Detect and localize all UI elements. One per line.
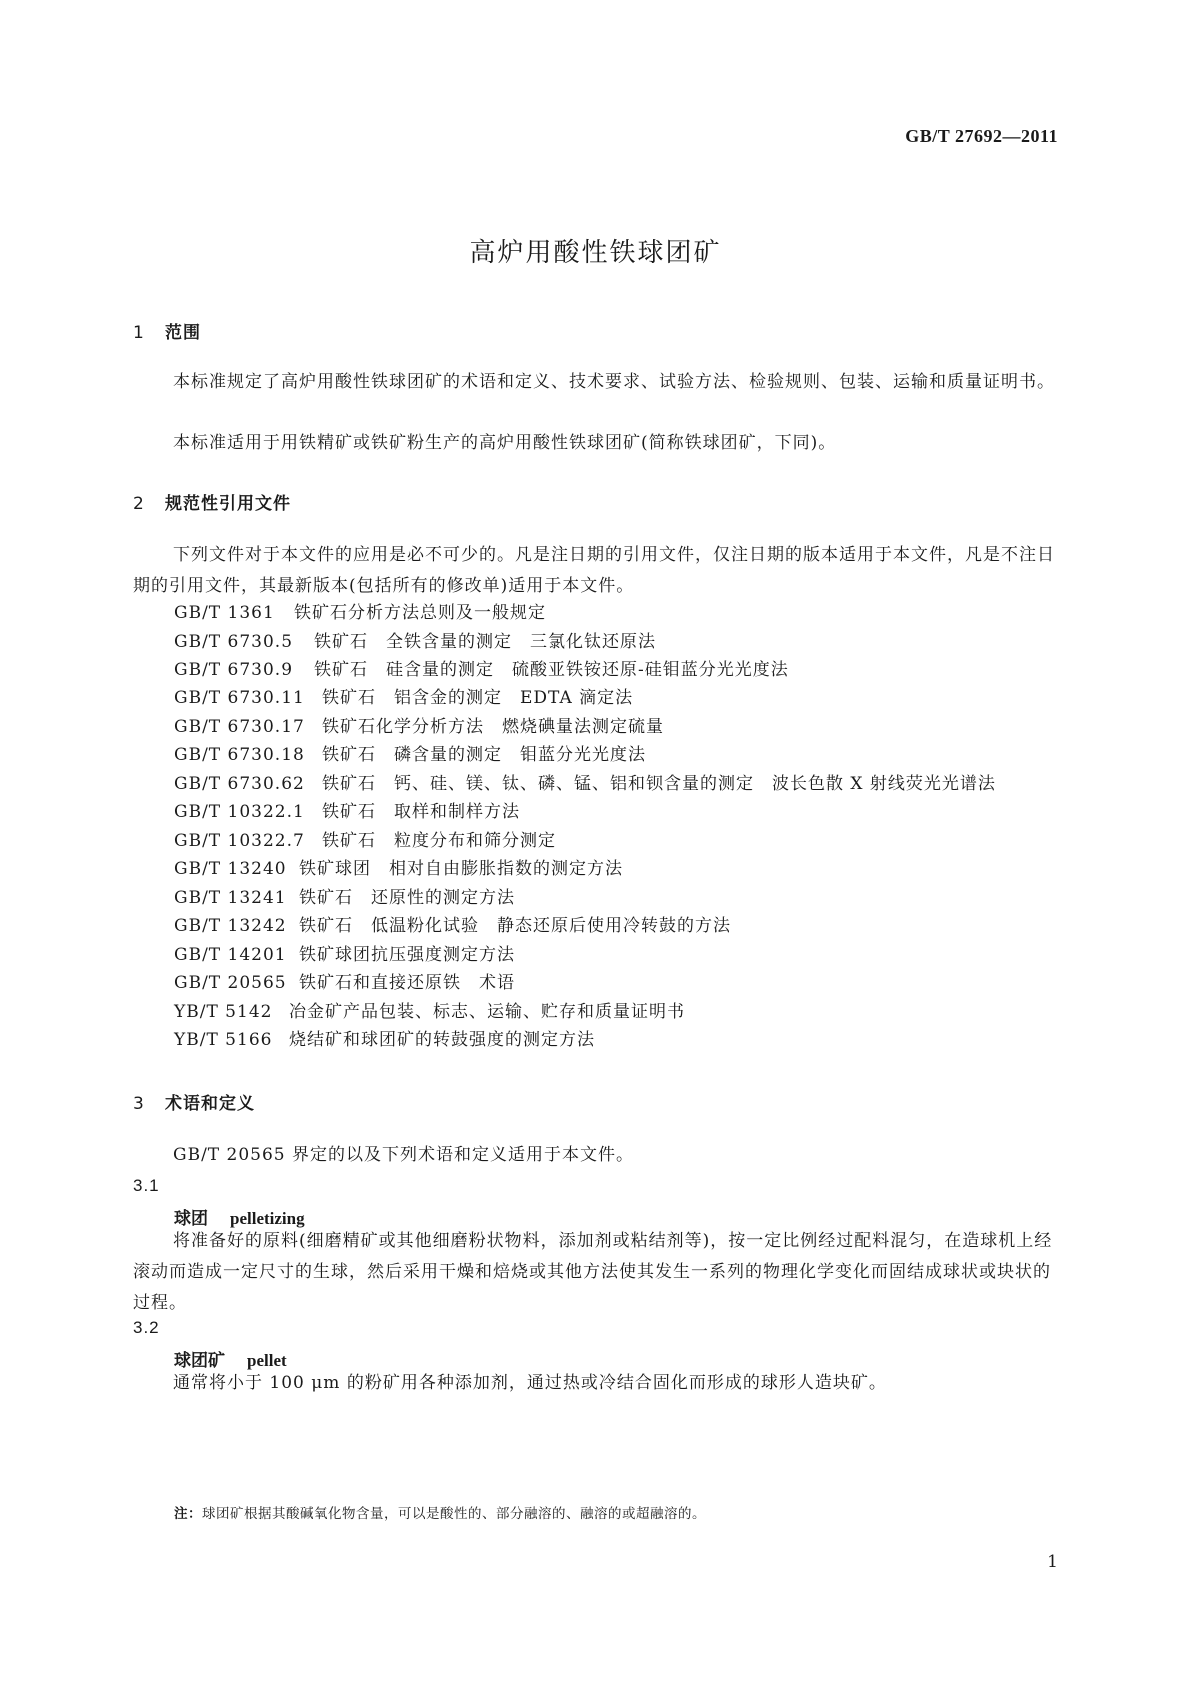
reference-item xyxy=(174,602,546,624)
clause-3-1-number: 3.1 xyxy=(133,1176,160,1195)
reference-title: 铁矿石 xyxy=(322,688,376,708)
section-1-heading xyxy=(133,318,201,343)
reference-item xyxy=(174,1001,685,1023)
reference-title: 铁矿石 xyxy=(314,632,368,652)
reference-item xyxy=(174,830,556,852)
reference-item xyxy=(174,659,789,681)
reference-item xyxy=(174,972,515,994)
term-cn: 球团矿 xyxy=(174,1351,225,1371)
note-label: 注： xyxy=(174,1506,202,1522)
reference-subtitle: 取样和制样方法 xyxy=(394,802,520,822)
scope-paragraph-2: 本标准适用于用铁精矿或铁矿粉生产的高炉用酸性铁球团矿(简称铁球团矿，下同)。 xyxy=(173,433,837,453)
reference-item xyxy=(174,773,996,795)
reference-code: GB/T 10322.1 xyxy=(174,802,305,822)
reference-code: GB/T 13240 xyxy=(174,859,287,879)
definition-pellet: 通常将小于 100 μm 的粉矿用各种添加剂，通过热或冷结合固化而形成的球形人造块矿。 xyxy=(173,1373,887,1393)
reference-title: 铁矿石和直接还原铁 xyxy=(299,973,461,993)
scope-paragraph-1: 本标准规定了高炉用酸性铁球团矿的术语和定义、技术要求、试验方法、检验规则、包装、运输和质量证明书。 xyxy=(173,372,1055,392)
reference-item xyxy=(174,858,623,880)
reference-title: 铁矿石 xyxy=(322,802,376,822)
term-en: pellet xyxy=(247,1351,287,1370)
reference-title: 铁矿石分析方法总则及一般规定 xyxy=(294,603,546,623)
reference-subtitle: 铝含金的测定 xyxy=(394,688,502,708)
section-title: 规范性引用文件 xyxy=(165,494,291,514)
reference-code: GB/T 6730.18 xyxy=(174,745,305,765)
document-title: 高炉用酸性铁球团矿 xyxy=(469,238,722,268)
reference-subtitle: 硅含量的测定 xyxy=(386,660,494,680)
reference-title: 铁矿石 xyxy=(299,916,353,936)
reference-title: 铁矿球团 xyxy=(299,859,371,879)
document-code: GB/T 27692—2011 xyxy=(905,126,1058,146)
reference-item xyxy=(174,687,633,709)
note-text: 球团矿根据其酸碱氧化物含量，可以是酸性的、部分融溶的、融溶的或超融溶的。 xyxy=(202,1506,706,1522)
reference-method: 波长色散 X 射线荧光光谱法 xyxy=(772,774,996,794)
reference-code: GB/T 20565 xyxy=(174,973,287,993)
clause-3-2-number: 3.2 xyxy=(133,1318,160,1337)
reference-title: 烧结矿和球团矿的转鼓强度的测定方法 xyxy=(289,1030,595,1050)
reference-title: 冶金矿产品包装、标志、运输、贮存和质量证明书 xyxy=(289,1002,685,1022)
reference-subtitle: 钙、硅、镁、钛、磷、锰、铝和钡含量的测定 xyxy=(394,774,754,794)
section-number: 2 xyxy=(133,494,145,514)
reference-code: GB/T 6730.5 xyxy=(174,632,294,652)
reference-code: GB/T 6730.9 xyxy=(174,660,294,680)
reference-method: 硫酸亚铁铵还原-硅钼蓝分光光度法 xyxy=(512,660,789,680)
reference-subtitle: 还原性的测定方法 xyxy=(371,888,515,908)
reference-title: 铁矿石 xyxy=(322,774,376,794)
reference-subtitle: 燃烧碘量法测定硫量 xyxy=(502,717,664,737)
reference-item xyxy=(174,944,515,966)
section-3-heading xyxy=(133,1089,255,1114)
references-intro: 下列文件对于本文件的应用是必不可少的。凡是注日期的引用文件，仅注日期的版本适用于本文件，凡是不注日期的引用文件，其最新版本(包括所有的修改单)适用于本文件。 xyxy=(133,545,1055,596)
reference-subtitle: 低温粉化试验 xyxy=(371,916,479,936)
reference-method: EDTA 滴定法 xyxy=(520,688,634,708)
section-title: 术语和定义 xyxy=(165,1094,255,1114)
reference-code: GB/T 6730.17 xyxy=(174,717,305,737)
reference-method: 钼蓝分光光度法 xyxy=(520,745,646,765)
reference-code: GB/T 6730.11 xyxy=(174,688,305,708)
reference-title: 铁矿球团抗压强度测定方法 xyxy=(299,945,515,965)
reference-title: 铁矿石 xyxy=(314,660,368,680)
reference-code: GB/T 10322.7 xyxy=(174,831,305,851)
reference-subtitle: 术语 xyxy=(479,973,515,993)
reference-code: GB/T 13241 xyxy=(174,888,287,908)
reference-item xyxy=(174,716,664,738)
reference-method: 静态还原后使用冷转鼓的方法 xyxy=(497,916,731,936)
reference-title: 铁矿石 xyxy=(322,745,376,765)
reference-code: YB/T 5166 xyxy=(174,1030,273,1050)
reference-subtitle: 粒度分布和筛分测定 xyxy=(394,831,556,851)
reference-method: 三氯化钛还原法 xyxy=(530,632,656,652)
section-number: 3 xyxy=(133,1094,145,1114)
reference-item xyxy=(174,1029,595,1051)
section-title: 范围 xyxy=(165,323,201,343)
definition-pelletizing: 将准备好的原料(细磨精矿或其他细磨粉状物料，添加剂或粘结剂等)，按一定比例经过配料混匀，在造球机上经滚动而造成一定尺寸的生球，然后采用干燥和焙烧或其他方法使其发生一系列的物理化学变化而固结成球状或块状的过程。 xyxy=(133,1231,1053,1313)
reference-subtitle: 磷含量的测定 xyxy=(394,745,502,765)
reference-code: GB/T 1361 xyxy=(174,603,275,623)
page-number: 1 xyxy=(1047,1552,1058,1572)
reference-code: YB/T 5142 xyxy=(174,1002,273,1022)
note xyxy=(174,1502,706,1522)
reference-item xyxy=(174,887,515,909)
reference-subtitle: 相对自由膨胀指数的测定方法 xyxy=(389,859,623,879)
reference-title: 铁矿石 xyxy=(299,888,353,908)
reference-code: GB/T 6730.62 xyxy=(174,774,305,794)
section-number: 1 xyxy=(133,323,145,343)
reference-code: GB/T 13242 xyxy=(174,916,287,936)
reference-code: GB/T 14201 xyxy=(174,945,287,965)
term-cn: 球团 xyxy=(174,1209,208,1229)
reference-item xyxy=(174,744,646,766)
reference-item xyxy=(174,631,656,653)
section-2-heading xyxy=(133,489,291,514)
reference-subtitle: 全铁含量的测定 xyxy=(386,632,512,652)
reference-title: 铁矿石 xyxy=(322,831,376,851)
reference-title: 铁矿石化学分析方法 xyxy=(322,717,484,737)
terms-intro: GB/T 20565 界定的以及下列术语和定义适用于本文件。 xyxy=(173,1145,635,1165)
term-en: pelletizing xyxy=(230,1209,305,1228)
reference-item xyxy=(174,801,520,823)
reference-item xyxy=(174,915,731,937)
